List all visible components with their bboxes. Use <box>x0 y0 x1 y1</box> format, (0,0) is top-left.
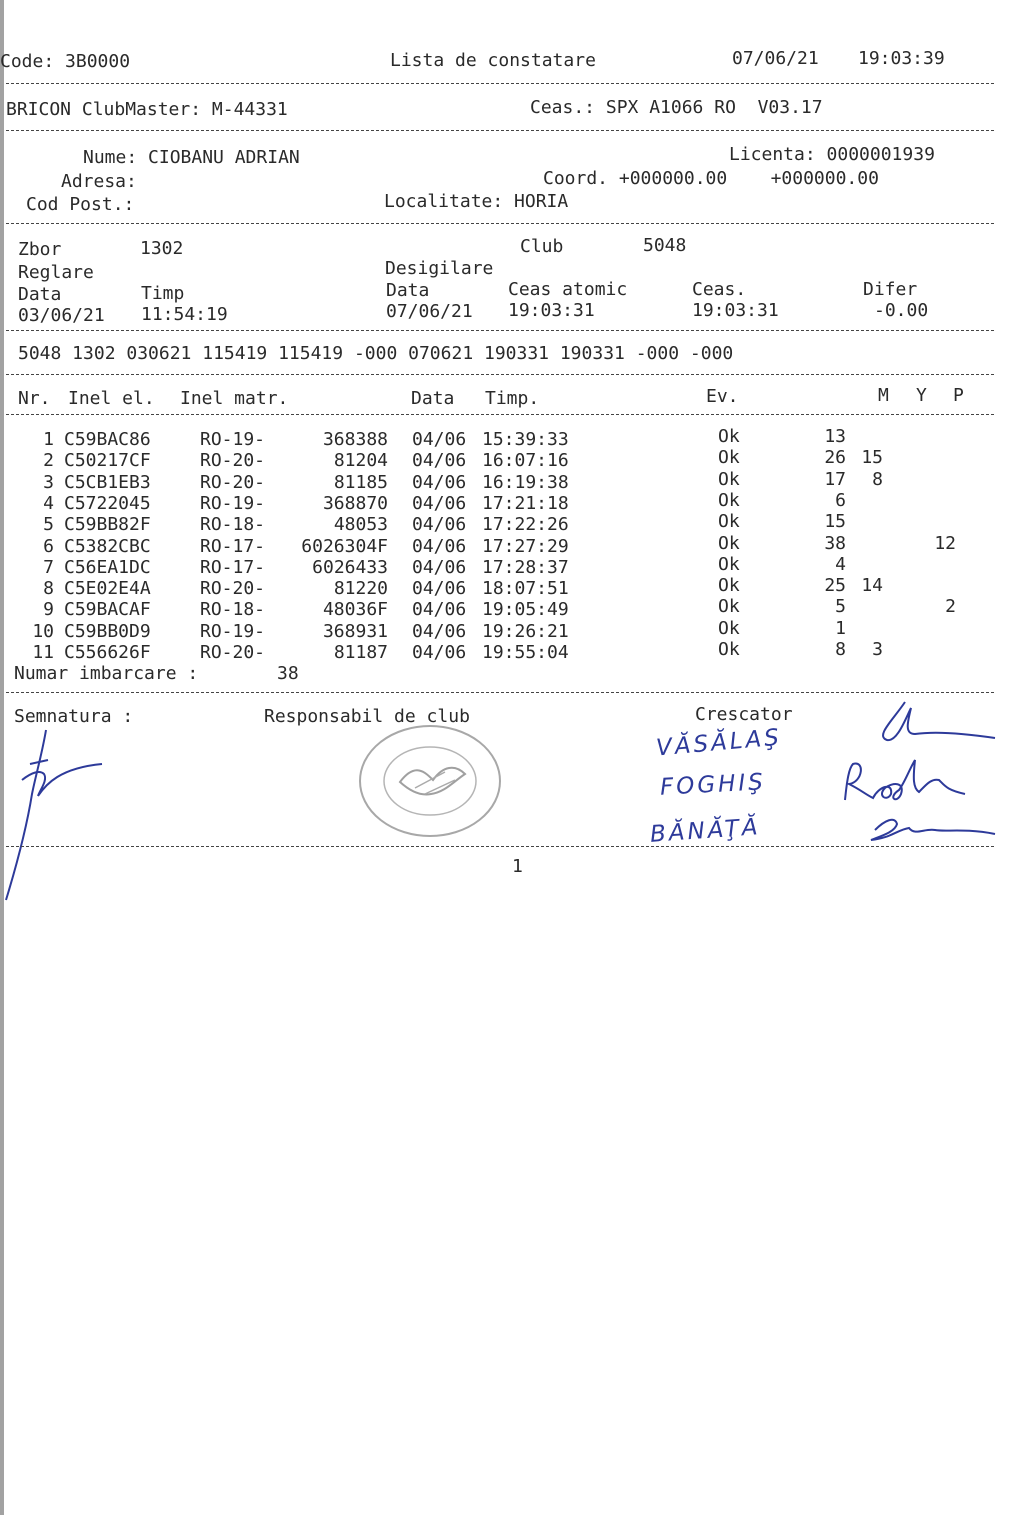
arrival-date: 04/06 <box>412 450 467 472</box>
document-code: Code: 3B0000 <box>0 51 131 72</box>
ring-number: 48036F <box>322 599 388 621</box>
ring-electronic: C59BB0D9 <box>64 620 151 642</box>
arrival-date: 04/06 <box>412 642 467 663</box>
col-y: Y <box>916 385 927 406</box>
divider <box>6 414 994 415</box>
ring-number: 81187 <box>333 642 388 663</box>
arrival-time: 19:05:49 <box>482 599 569 621</box>
ring-number: 81220 <box>333 578 388 600</box>
row-number: 9 <box>43 599 54 621</box>
ring-number: 81185 <box>333 471 388 493</box>
row-number: 3 <box>43 471 54 493</box>
zbor-value: 1302 <box>140 238 184 259</box>
code-line: 5048 1302 030621 115419 115419 -000 070621 190331 190331 -000 -000 <box>18 343 734 364</box>
ring-prefix: RO-20- <box>200 642 266 663</box>
handwritten-name-1: VĂSĂLAŞ <box>655 724 783 762</box>
arrival-date: 04/06 <box>412 429 467 450</box>
desigilare-label: Desigilare <box>385 258 494 279</box>
desigilare-date: 07/06/21 <box>386 301 473 322</box>
row-number: 10 <box>32 620 54 642</box>
signature-label: Semnatura : <box>14 706 134 727</box>
divider <box>6 130 994 131</box>
divider <box>6 374 994 375</box>
clock-id: Ceas.: SPX A1066 RO V03.17 <box>530 97 823 118</box>
row-number: 5 <box>43 514 54 536</box>
value-p: 12 <box>934 532 956 554</box>
ring-prefix: RO-20- <box>200 450 266 472</box>
event-status: Ok <box>718 511 740 533</box>
arrival-date: 04/06 <box>412 471 467 493</box>
ring-electronic: C59BB82F <box>64 514 151 536</box>
owner-coord: Coord. +000000.00 +000000.00 <box>543 168 879 189</box>
ring-electronic: C50217CF <box>64 450 151 472</box>
arrival-time: 19:55:04 <box>482 642 569 663</box>
ring-electronic: C59BAC86 <box>64 429 151 450</box>
col-m: M <box>878 385 889 406</box>
event-status: Ok <box>718 553 740 575</box>
ring-prefix: RO-17- <box>200 535 266 557</box>
col-inel-el: Inel el. <box>68 388 155 409</box>
row-number: 11 <box>32 642 54 663</box>
event-status: Ok <box>718 489 740 511</box>
owner-locality: Localitate: HORIA <box>384 191 569 212</box>
event-status: Ok <box>718 617 740 639</box>
value-m: 25 <box>824 575 846 597</box>
value-p: 2 <box>945 596 956 618</box>
arrival-time: 16:07:16 <box>482 450 569 472</box>
value-y: 15 <box>861 447 883 469</box>
signature-scribble-right <box>835 690 1010 860</box>
ring-electronic: C5382CBC <box>64 535 151 557</box>
row-number: 6 <box>43 535 54 557</box>
value-m: 17 <box>824 468 846 490</box>
arrival-date: 04/06 <box>412 620 467 642</box>
clock-time: 19:03:31 <box>692 300 779 321</box>
zbor-label: Zbor <box>18 239 62 260</box>
ring-prefix: RO-19- <box>200 620 266 642</box>
difer-label: Difer <box>863 279 918 300</box>
ring-number: 48053 <box>333 514 388 536</box>
col-timp: Timp. <box>485 388 540 409</box>
ceas-label: Ceas. <box>692 279 747 300</box>
clubmaster-id: BRICON ClubMaster: M-44331 <box>6 99 288 120</box>
ceas-atomic-label: Ceas atomic <box>508 279 628 300</box>
ring-prefix: RO-18- <box>200 599 266 621</box>
boarding-label: Numar imbarcare : <box>14 663 199 684</box>
club-responsible-label: Responsabil de club <box>264 706 470 727</box>
row-number: 7 <box>43 556 54 578</box>
divider <box>6 83 994 84</box>
divider <box>6 846 994 847</box>
ring-prefix: RO-19- <box>200 429 266 450</box>
ring-number: 81204 <box>333 450 388 472</box>
arrival-time: 17:28:37 <box>482 556 569 578</box>
ring-prefix: RO-18- <box>200 514 266 536</box>
owner-license: Licenta: 0000001939 <box>729 144 935 165</box>
signature-scribble-left <box>2 724 112 904</box>
value-m: 38 <box>824 532 846 554</box>
arrival-date: 04/06 <box>412 578 467 600</box>
divider <box>6 223 994 224</box>
value-m: 4 <box>835 553 846 575</box>
club-value: 5048 <box>643 235 687 256</box>
ring-number: 368388 <box>322 429 388 450</box>
event-status: Ok <box>718 468 740 490</box>
header-time: 19:03:39 <box>858 48 945 69</box>
row-number: 2 <box>43 450 54 472</box>
ring-prefix: RO-17- <box>200 556 266 578</box>
ring-electronic: C5CB1EB3 <box>64 471 151 493</box>
arrival-time: 15:39:33 <box>482 429 569 450</box>
ring-prefix: RO-20- <box>200 471 266 493</box>
event-status: Ok <box>718 639 740 660</box>
handwritten-name-2: FOGHIŞ <box>659 769 767 801</box>
value-m: 1 <box>835 617 846 639</box>
value-y: 8 <box>872 468 883 490</box>
arrival-time: 17:21:18 <box>482 492 569 514</box>
event-status: Ok <box>718 575 740 597</box>
header-date: 07/06/21 <box>732 48 819 69</box>
arrival-time: 17:22:26 <box>482 514 569 536</box>
breeder-label: Crescator <box>695 704 793 725</box>
event-status: Ok <box>718 532 740 554</box>
arrival-time: 16:19:38 <box>482 471 569 493</box>
event-status: Ok <box>718 596 740 618</box>
reglare-data-label: Data <box>18 284 62 305</box>
event-status: Ok <box>718 447 740 469</box>
row-number: 4 <box>43 492 54 514</box>
value-m: 13 <box>824 426 846 447</box>
arrival-date: 04/06 <box>412 514 467 536</box>
owner-postcode: Cod Post.: <box>26 194 135 215</box>
col-p: P <box>953 385 964 406</box>
boarding-value: 38 <box>277 663 299 684</box>
reglare-label: Reglare <box>18 262 94 283</box>
value-y: 3 <box>872 639 883 660</box>
handwritten-name-3: BĂNĂŢĂ <box>649 814 762 848</box>
row-number: 1 <box>43 429 54 450</box>
value-m: 6 <box>835 489 846 511</box>
value-m: 15 <box>824 511 846 533</box>
ring-number: 6026304F <box>301 535 388 557</box>
ring-number: 6026433 <box>312 556 388 578</box>
divider <box>6 330 994 331</box>
document-title: Lista de constatare <box>390 50 596 71</box>
row-number: 8 <box>43 578 54 600</box>
atomic-time: 19:03:31 <box>508 300 595 321</box>
arrival-time: 18:07:51 <box>482 578 569 600</box>
event-status: Ok <box>718 426 740 447</box>
reglare-date: 03/06/21 <box>18 305 105 326</box>
ring-electronic: C5E02E4A <box>64 578 151 600</box>
owner-name: Nume: CIOBANU ADRIAN <box>83 147 300 168</box>
arrival-date: 04/06 <box>412 599 467 621</box>
difer-value: -0.00 <box>874 300 929 321</box>
arrival-date: 04/06 <box>412 492 467 514</box>
arrival-time: 19:26:21 <box>482 620 569 642</box>
reglare-timp-label: Timp <box>141 283 185 304</box>
arrival-time: 17:27:29 <box>482 535 569 557</box>
col-nr: Nr. <box>18 388 51 409</box>
ring-number: 368870 <box>322 492 388 514</box>
col-ev: Ev. <box>706 386 739 407</box>
arrival-date: 04/06 <box>412 535 467 557</box>
ring-prefix: RO-19- <box>200 492 266 514</box>
value-m: 5 <box>835 596 846 618</box>
ring-electronic: C59BACAF <box>64 599 151 621</box>
page-number: 1 <box>512 856 523 877</box>
value-y: 14 <box>861 575 883 597</box>
owner-address: Adresa: <box>61 171 137 192</box>
club-stamp-icon <box>355 722 505 840</box>
club-label: Club <box>520 236 564 257</box>
value-m: 8 <box>835 639 846 660</box>
arrival-date: 04/06 <box>412 556 467 578</box>
desigilare-data-label: Data <box>386 280 430 301</box>
ring-number: 368931 <box>322 620 388 642</box>
ring-electronic: C5722045 <box>64 492 151 514</box>
reglare-time: 11:54:19 <box>141 304 228 325</box>
value-m: 26 <box>824 447 846 469</box>
ring-prefix: RO-20- <box>200 578 266 600</box>
col-inel-matr: Inel matr. <box>180 388 289 409</box>
ring-electronic: C56EA1DC <box>64 556 151 578</box>
ring-electronic: C556626F <box>64 642 151 663</box>
col-data: Data <box>411 388 455 409</box>
